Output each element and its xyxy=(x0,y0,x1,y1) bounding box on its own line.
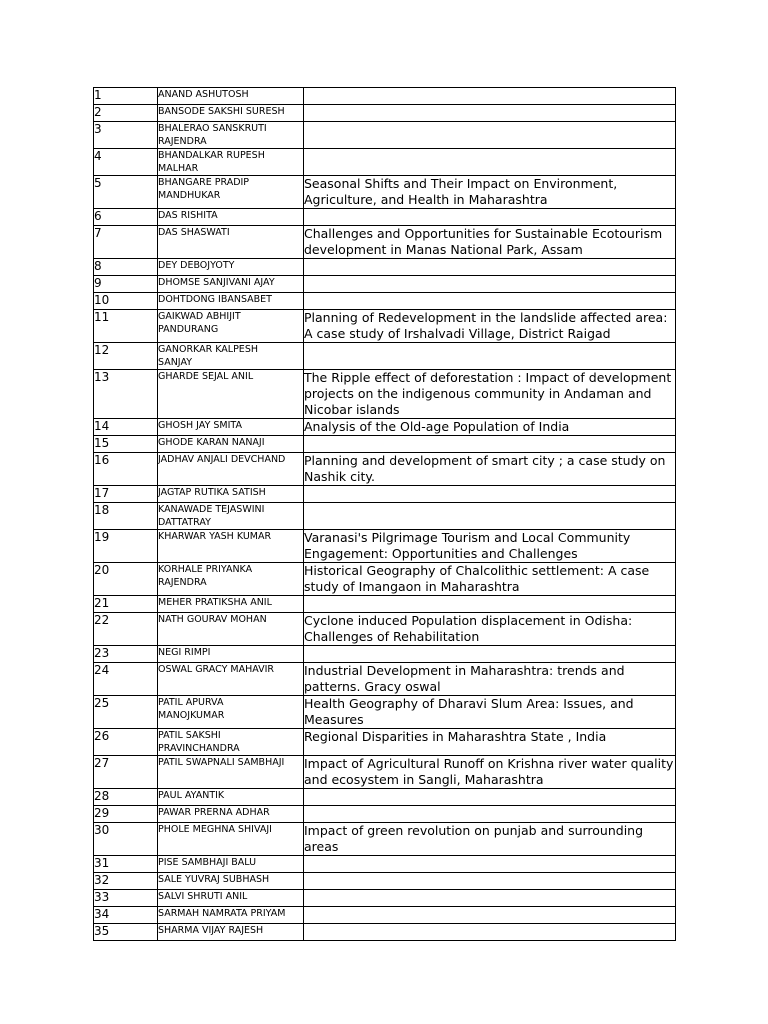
serial-number: 21 xyxy=(94,596,158,613)
table-row xyxy=(94,176,676,209)
research-topic xyxy=(304,149,676,176)
student-name: GAIKWAD ABHIJIT PANDURANG xyxy=(158,310,304,343)
table-row xyxy=(94,276,676,293)
research-topic xyxy=(304,436,676,453)
student-topic-table xyxy=(93,87,676,941)
serial-number: 2 xyxy=(94,105,158,122)
student-name: PAWAR PRERNA ADHAR xyxy=(158,806,304,823)
serial-number: 16 xyxy=(94,453,158,486)
research-topic: Impact of Agricultural Runoff on Krishna river water quality and ecosystem in Sangli, Maharashtra xyxy=(304,756,676,789)
serial-number: 26 xyxy=(94,729,158,756)
research-topic xyxy=(304,122,676,149)
serial-number: 3 xyxy=(94,122,158,149)
research-topic: Analysis of the Old-age Population of India xyxy=(304,419,676,436)
serial-number: 12 xyxy=(94,343,158,370)
student-name: JAGTAP RUTIKA SATISH xyxy=(158,486,304,503)
research-topic: Challenges and Opportunities for Sustainable Ecotourism development in Manas National Park, Assam xyxy=(304,226,676,259)
student-name: DHOMSE SANJIVANI AJAY xyxy=(158,276,304,293)
student-name: SARMAH NAMRATA PRIYAM xyxy=(158,907,304,924)
serial-number: 18 xyxy=(94,503,158,530)
student-name: NATH GOURAV MOHAN xyxy=(158,613,304,646)
student-name: MEHER PRATIKSHA ANIL xyxy=(158,596,304,613)
serial-number: 29 xyxy=(94,806,158,823)
table-row xyxy=(94,259,676,276)
student-name: GHOSH JAY SMITA xyxy=(158,419,304,436)
table-row xyxy=(94,924,676,941)
table-row xyxy=(94,149,676,176)
research-topic: Planning and development of smart city ; a case study on Nashik city. xyxy=(304,453,676,486)
table-row xyxy=(94,823,676,856)
serial-number: 20 xyxy=(94,563,158,596)
table-row xyxy=(94,530,676,563)
student-name: SHARMA VIJAY RAJESH xyxy=(158,924,304,941)
student-name: OSWAL GRACY MAHAVIR xyxy=(158,663,304,696)
student-name: PATIL APURVA MANOJKUMAR xyxy=(158,696,304,729)
student-name: BHANDALKAR RUPESH MALHAR xyxy=(158,149,304,176)
student-name: BHANGARE PRADIP MANDHUKAR xyxy=(158,176,304,209)
serial-number: 11 xyxy=(94,310,158,343)
serial-number: 35 xyxy=(94,924,158,941)
table-row xyxy=(94,370,676,419)
research-topic: Varanasi's Pilgrimage Tourism and Local Community Engagement: Opportunities and Challenges xyxy=(304,530,676,563)
student-name: ANAND ASHUTOSH xyxy=(158,88,304,105)
table-row xyxy=(94,596,676,613)
table-row xyxy=(94,419,676,436)
table-row xyxy=(94,646,676,663)
student-name: KHARWAR YASH KUMAR xyxy=(158,530,304,563)
table-row xyxy=(94,856,676,873)
research-topic xyxy=(304,890,676,907)
table-row xyxy=(94,873,676,890)
table-row xyxy=(94,729,676,756)
student-name: SALE YUVRAJ SUBHASH xyxy=(158,873,304,890)
student-name: JADHAV ANJALI DEVCHAND xyxy=(158,453,304,486)
student-name: PAUL AYANTIK xyxy=(158,789,304,806)
research-topic xyxy=(304,646,676,663)
research-topic xyxy=(304,486,676,503)
student-name: NEGI RIMPI xyxy=(158,646,304,663)
research-topic: Historical Geography of Chalcolithic settlement: A case study of Imangaon in Maharashtra xyxy=(304,563,676,596)
table-row xyxy=(94,890,676,907)
student-name: DEY DEBOJYOTY xyxy=(158,259,304,276)
table-row xyxy=(94,209,676,226)
student-name: PHOLE MEGHNA SHIVAJI xyxy=(158,823,304,856)
serial-number: 24 xyxy=(94,663,158,696)
serial-number: 25 xyxy=(94,696,158,729)
serial-number: 17 xyxy=(94,486,158,503)
serial-number: 34 xyxy=(94,907,158,924)
table-row xyxy=(94,563,676,596)
research-topic xyxy=(304,856,676,873)
serial-number: 23 xyxy=(94,646,158,663)
table-row xyxy=(94,806,676,823)
student-name: GANORKAR KALPESH SANJAY xyxy=(158,343,304,370)
research-topic xyxy=(304,209,676,226)
serial-number: 9 xyxy=(94,276,158,293)
serial-number: 19 xyxy=(94,530,158,563)
serial-number: 6 xyxy=(94,209,158,226)
table-row xyxy=(94,756,676,789)
student-name: DAS RISHITA xyxy=(158,209,304,226)
table-row xyxy=(94,293,676,310)
student-name: SALVI SHRUTI ANIL xyxy=(158,890,304,907)
serial-number: 33 xyxy=(94,890,158,907)
research-topic xyxy=(304,276,676,293)
student-name: BHALERAO SANSKRUTI RAJENDRA xyxy=(158,122,304,149)
student-name: BANSODE SAKSHI SURESH xyxy=(158,105,304,122)
serial-number: 28 xyxy=(94,789,158,806)
table-row xyxy=(94,105,676,122)
serial-number: 7 xyxy=(94,226,158,259)
student-name: GHARDE SEJAL ANIL xyxy=(158,370,304,419)
research-topic: The Ripple effect of deforestation : Impact of development projects on the indigenous community in Andaman and Nicobar islands xyxy=(304,370,676,419)
student-name: PISE SAMBHAJI BALU xyxy=(158,856,304,873)
research-topic xyxy=(304,806,676,823)
serial-number: 4 xyxy=(94,149,158,176)
research-topic xyxy=(304,907,676,924)
table-row xyxy=(94,88,676,105)
student-name: KORHALE PRIYANKA RAJENDRA xyxy=(158,563,304,596)
serial-number: 31 xyxy=(94,856,158,873)
student-name: DOHTDONG IBANSABET xyxy=(158,293,304,310)
table-row xyxy=(94,503,676,530)
serial-number: 8 xyxy=(94,259,158,276)
table-row xyxy=(94,696,676,729)
research-topic xyxy=(304,259,676,276)
table-row xyxy=(94,663,676,696)
research-topic xyxy=(304,873,676,890)
student-name: PATIL SAKSHI PRAVINCHANDRA xyxy=(158,729,304,756)
research-topic xyxy=(304,343,676,370)
research-topic xyxy=(304,924,676,941)
research-topic xyxy=(304,789,676,806)
table-row xyxy=(94,453,676,486)
research-topic: Cyclone induced Population displacement in Odisha: Challenges of Rehabilitation xyxy=(304,613,676,646)
table-row xyxy=(94,486,676,503)
serial-number: 5 xyxy=(94,176,158,209)
research-topic xyxy=(304,88,676,105)
serial-number: 30 xyxy=(94,823,158,856)
research-topic: Impact of green revolution on punjab and surrounding areas xyxy=(304,823,676,856)
research-topic: Industrial Development in Maharashtra: trends and patterns. Gracy oswal xyxy=(304,663,676,696)
serial-number: 32 xyxy=(94,873,158,890)
student-name: DAS SHASWATI xyxy=(158,226,304,259)
serial-number: 22 xyxy=(94,613,158,646)
research-topic: Health Geography of Dharavi Slum Area: Issues, and Measures xyxy=(304,696,676,729)
serial-number: 1 xyxy=(94,88,158,105)
table-row xyxy=(94,343,676,370)
table-row xyxy=(94,436,676,453)
table-row xyxy=(94,122,676,149)
student-name: GHODE KARAN NANAJI xyxy=(158,436,304,453)
student-name: KANAWADE TEJASWINI DATTATRAY xyxy=(158,503,304,530)
serial-number: 13 xyxy=(94,370,158,419)
table-row xyxy=(94,310,676,343)
serial-number: 27 xyxy=(94,756,158,789)
student-name: PATIL SWAPNALI SAMBHAJI xyxy=(158,756,304,789)
research-topic xyxy=(304,503,676,530)
table-row xyxy=(94,226,676,259)
serial-number: 10 xyxy=(94,293,158,310)
table-row xyxy=(94,613,676,646)
research-topic: Planning of Redevelopment in the landslide affected area: A case study of Irshalvadi Village, District Raigad xyxy=(304,310,676,343)
research-topic: Regional Disparities in Maharashtra State , India xyxy=(304,729,676,756)
research-topic xyxy=(304,596,676,613)
serial-number: 15 xyxy=(94,436,158,453)
research-topic xyxy=(304,293,676,310)
research-topic xyxy=(304,105,676,122)
table-row xyxy=(94,907,676,924)
table-row xyxy=(94,789,676,806)
serial-number: 14 xyxy=(94,419,158,436)
research-topic: Seasonal Shifts and Their Impact on Environment, Agriculture, and Health in Maharashtra xyxy=(304,176,676,209)
